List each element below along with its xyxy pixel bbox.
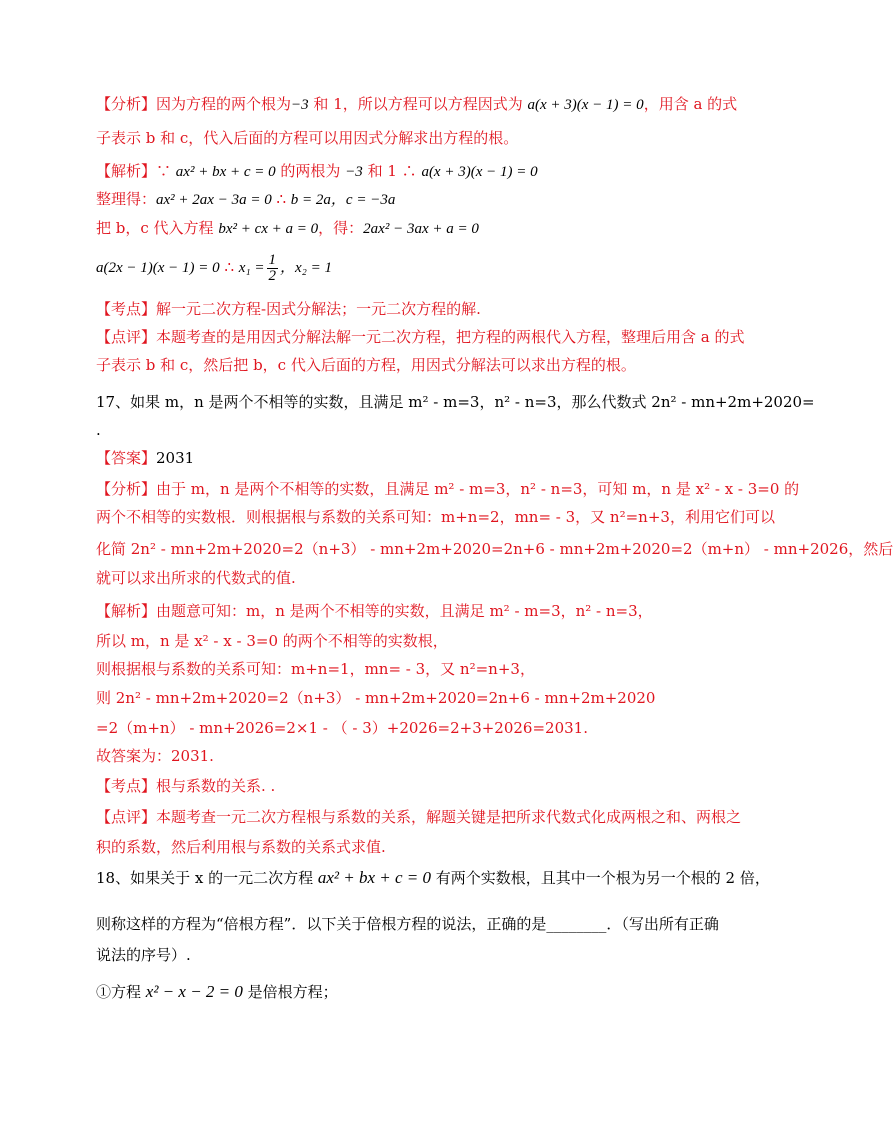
q16-analysis-text: 和 1，所以方程可以方程因式为 xyxy=(308,95,528,113)
q17-solution-line1 xyxy=(96,601,653,621)
q16-solution-text: 和 1 ∴ xyxy=(362,162,422,180)
solution-text: 由题意可知：m，n 是两个不相等的实数，且满足 m² - m=3，n² - n=3， xyxy=(156,602,653,620)
math-expression: 2ax² − 3ax + a = 0 xyxy=(363,221,479,237)
fraction-numerator: 1 xyxy=(268,251,277,268)
q18-question-line2: 则称这样的方程为“倍根方程”．以下关于倍根方程的说法，正确的是________．（写出所有正确 xyxy=(96,915,719,933)
q18-text: 18、如果关于 x 的一元二次方程 xyxy=(96,869,318,887)
q16-solution-text: 整理得： xyxy=(96,190,157,208)
q16-dianping-line1 xyxy=(96,327,745,347)
q17-dianping-line2: 积的系数，然后利用根与系数的关系式求值. xyxy=(96,838,386,856)
q16-solution-line1 xyxy=(96,161,538,182)
q17-analysis-line2: 两个不相等的实数根．则根据根与系数的关系可知：m+n=2，mn= - 3，又 n²=n+3，利用它们可以 xyxy=(96,508,775,526)
analysis-text: 由于 m，n 是两个不相等的实数，且满足 m² - m=3，n² - n=3，可知 m，n 是 x² - x - 3=0 的 xyxy=(156,480,800,498)
q16-analysis-line1 xyxy=(96,94,737,115)
q18-option-1 xyxy=(96,982,338,1002)
q16-solution-text: 把 b，c 代入方程 xyxy=(96,219,219,237)
q17-answer xyxy=(96,448,194,468)
q16-solution-line3 xyxy=(96,218,479,239)
q17-solution-line5: =2（m+n） - mn+2026=2×1 - （ - 3）+2026=2+3+2026=2031. xyxy=(96,719,588,737)
q16-dianping-line2: 子表示 b 和 c，然后把 b，c 代入后面的方程，用因式分解法可以求出方程的根。 xyxy=(96,356,636,374)
kaodian-tag: 【考点】 xyxy=(96,300,157,318)
dianping-tag: 【点评】 xyxy=(96,808,157,826)
math-expression: a(x + 3)(x − 1) = 0 xyxy=(421,164,538,180)
q17-analysis-line4: 就可以求出所求的代数式的值. xyxy=(96,569,296,587)
q18-text: 是倍根方程； xyxy=(242,983,338,1001)
dianping-text: 本题考查一元二次方程根与系数的关系，解题关键是把所求代数式化成两根之和、两根之 xyxy=(156,808,742,826)
q18-text: ①方程 xyxy=(96,983,146,1001)
q16-kaodian xyxy=(96,299,481,319)
q16-analysis-text: 因为方程的两个根为 xyxy=(156,95,292,113)
fraction-denominator: 2 xyxy=(268,267,277,284)
q17-solution-line2: 所以 m，n 是 x² - x - 3=0 的两个不相等的实数根， xyxy=(96,632,448,650)
q17-analysis-line3: 化简 2n² - mn+2m+2020=2（n+3） - mn+2m+2020=2n+6 - mn+2m+2020=2（m+n） - mn+2026，然后 xyxy=(96,540,893,558)
q18-question-line1 xyxy=(96,868,770,888)
kaodian-tag: 【考点】 xyxy=(96,777,157,795)
answer-tag: 【答案】 xyxy=(96,449,157,467)
q16-solution-line2 xyxy=(96,189,395,210)
math-expression: a(2x − 1)(x − 1) = 0 xyxy=(96,260,220,276)
q16-analysis-text: ，用含 a 的式 xyxy=(643,95,738,113)
answer-value: 2031 xyxy=(156,449,195,467)
q17-analysis-line1 xyxy=(96,479,799,499)
q16-solution-line4 xyxy=(96,252,332,284)
kaodian-text: 根与系数的关系. . xyxy=(156,777,276,795)
q17-solution-line4: 则 2n² - mn+2m+2020=2（n+3） - mn+2m+2020=2n+6 - mn+2m+2020 xyxy=(96,689,656,707)
q17-dianping-line1 xyxy=(96,807,741,827)
q17-solution-line3: 则根据根与系数的关系可知：m+n=1，mn= - 3，又 n²=n+3， xyxy=(96,660,535,678)
math-expression: x₁ = xyxy=(238,260,265,276)
math-expression: ，x₂ = 1 xyxy=(280,260,333,276)
math-expression: bx² + cx + a = 0 xyxy=(218,221,319,237)
q17-question-line2: . xyxy=(96,421,101,439)
dianping-tag: 【点评】 xyxy=(96,328,157,346)
q18-question-line3: 说法的序号）. xyxy=(96,946,191,964)
math-expression: a(x + 3)(x − 1) = 0 xyxy=(527,97,644,113)
q17-solution-line6: 故答案为：2031. xyxy=(96,747,214,765)
math-expression: x² − x − 2 = 0 xyxy=(145,982,243,1001)
analysis-tag: 【分析】 xyxy=(96,480,157,498)
math-expression: ax² + 2ax − 3a = 0 xyxy=(156,192,272,208)
math-expression: −3 xyxy=(345,164,363,180)
math-expression: ax² + bx + c = 0 xyxy=(175,164,276,180)
q17-kaodian xyxy=(96,776,275,796)
math-expression: −3 xyxy=(291,97,309,113)
q16-solution-text: ，得： xyxy=(318,219,364,237)
fraction-one-half xyxy=(267,253,279,284)
therefore-symbol: ∴ xyxy=(271,190,291,208)
math-expression: b = 2a，c = −3a xyxy=(290,192,396,208)
q16-analysis-tag: 【分析】 xyxy=(96,95,157,113)
therefore-symbol: ∴ xyxy=(219,258,239,276)
because-symbol: ∵ xyxy=(156,162,176,180)
q18-text: 有两个实数根，且其中一个根为另一个根的 2 倍， xyxy=(431,869,770,887)
math-expression: ax² + bx + c = 0 xyxy=(317,868,432,887)
dianping-text: 本题考查的是用因式分解法解一元二次方程，把方程的两根代入方程，整理后用含 a 的式 xyxy=(156,328,745,346)
solution-tag: 【解析】 xyxy=(96,602,157,620)
q17-question-line1: 17、如果 m，n 是两个不相等的实数，且满足 m² - m=3，n² - n=3，那么代数式 2n² - mn+2m+2020= xyxy=(96,393,815,411)
kaodian-text: 解一元二次方程-因式分解法；一元二次方程的解. xyxy=(156,300,481,318)
q16-analysis-line2: 子表示 b 和 c，代入后面的方程可以用因式分解求出方程的根。 xyxy=(96,129,519,147)
q16-solution-text: 的两根为 xyxy=(275,162,346,180)
q16-solution-tag: 【解析】 xyxy=(96,162,157,180)
